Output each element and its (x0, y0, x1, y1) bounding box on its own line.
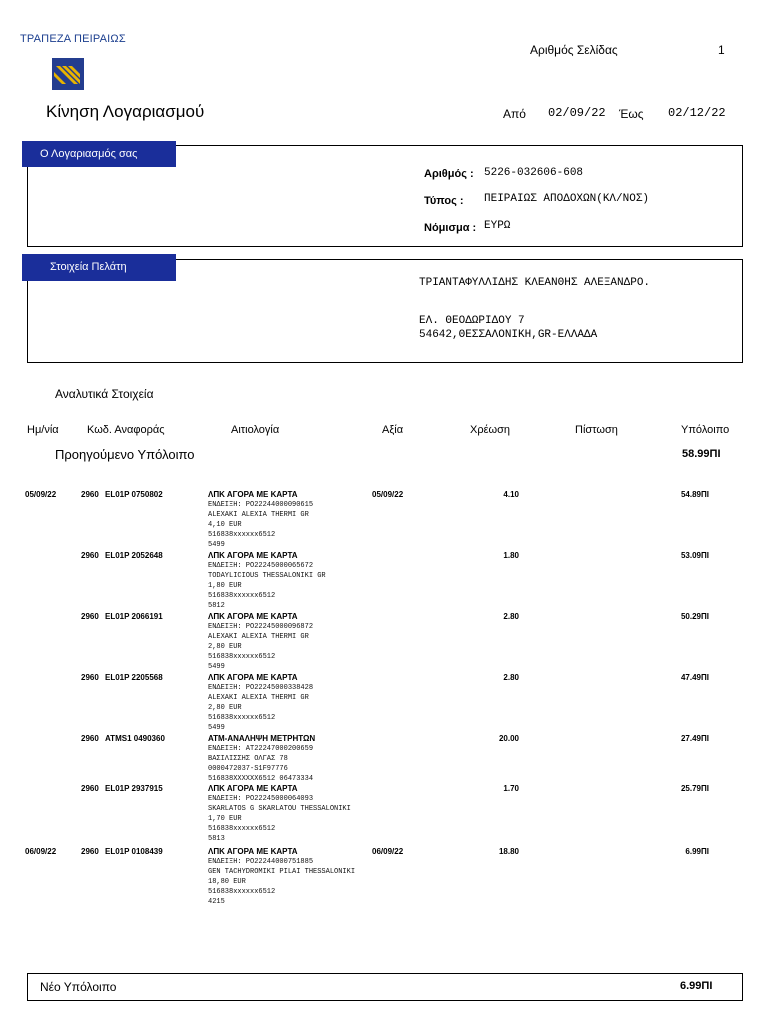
new-balance: 6.99ΠΙ (680, 980, 713, 992)
transaction-detail-line: ΕΝΔΕΙΞΗ: PO22245000065672 (208, 562, 314, 570)
col-balance: Υπόλοιπο (681, 424, 730, 436)
transaction-detail-line: ΕΝΔΕΙΞΗ: PO22245000064093 (208, 795, 314, 803)
transaction-code: 2960 (81, 551, 99, 560)
account-type-label: Τύπος : (424, 195, 464, 207)
piraeus-bank-logo-icon (52, 58, 84, 90)
transaction-desc: ΛΠΚ ΑΓΟΡΑ ΜΕ ΚΑΡΤΑ (208, 612, 298, 621)
new-balance-label: Νέο Υπόλοιπο (40, 980, 117, 994)
transaction-detail-line: 4,10 EUR (208, 521, 242, 529)
transaction-detail-line: ΕΝΔΕΙΞΗ: PO22244000751885 (208, 858, 314, 866)
transaction-detail-line: 516838xxxxxx6512 (208, 592, 276, 600)
transaction-balance: 54.89ΠΙ (680, 490, 709, 499)
transaction-detail-line: ALEXAKI ALEXIA THERMI GR (208, 694, 309, 702)
details-title: Αναλυτικά Στοιχεία (55, 387, 154, 401)
transaction-detail-line: 0000472037-S1F97776 (208, 765, 288, 773)
transaction-detail-line: 5499 (208, 724, 225, 732)
customer-address-line2: 54642,ΘΕΣΣΑΛΟΝΙΚΗ,GR-ΕΛΛΑΔΑ (419, 329, 598, 341)
transaction-balance: 53.09ΠΙ (680, 551, 709, 560)
transaction-ref: EL01P 0750802 (105, 490, 163, 499)
to-date: 02/12/22 (668, 106, 726, 120)
account-number-label: Αριθμός : (424, 168, 474, 180)
transaction-detail-line: 2,80 EUR (208, 643, 242, 651)
page-number-label: Αριθμός Σελίδας (530, 43, 618, 57)
transaction-detail-line: 516838xxxxxx6512 (208, 531, 276, 539)
transaction-debit: 18.80 (498, 847, 519, 856)
col-debit: Χρέωση (470, 424, 510, 436)
transaction-debit: 20.00 (498, 734, 519, 743)
col-value: Αξία (382, 424, 404, 436)
account-number: 5226-032606-608 (484, 167, 584, 179)
transaction-detail-line: 1,80 EUR (208, 582, 242, 590)
transaction-ref: EL01P 2066191 (105, 612, 163, 621)
transaction-code: 2960 (81, 673, 99, 682)
transaction-date: 06/09/22 (25, 847, 57, 856)
transaction-value-date: 05/09/22 (372, 490, 404, 499)
account-tab: Ο Λογαριασμός σας (22, 141, 176, 167)
transaction-detail-line: ALEXAKI ALEXIA THERMI GR (208, 511, 309, 519)
transaction-detail-line: 516838xxxxxx6512 (208, 888, 276, 896)
transaction-detail-line: TODAYLICIOUS THESSALONIKI GR (208, 572, 326, 580)
transaction-detail-line: 5812 (208, 602, 225, 610)
transaction-balance: 6.99ΠΙ (685, 847, 709, 856)
col-desc: Αιτιολογία (231, 424, 280, 436)
transaction-debit: 2.80 (503, 673, 519, 682)
transaction-balance: 27.49ΠΙ (680, 734, 709, 743)
customer-name: ΤΡΙΑΝΤΑΦΥΛΛΙΔΗΣ ΚΛΕΑΝΘΗΣ ΑΛΕΞΑΝΔΡΟ. (419, 277, 651, 289)
transaction-desc: ΛΠΚ ΑΓΟΡΑ ΜΕ ΚΑΡΤΑ (208, 784, 298, 793)
transaction-balance: 50.29ΠΙ (680, 612, 709, 621)
to-date-label: Έως (619, 107, 644, 121)
customer-address-line1: ΕΛ. ΘΕΟΔΩΡΙΔΟΥ 7 (419, 315, 525, 327)
transaction-code: 2960 (81, 784, 99, 793)
from-date-label: Από (503, 107, 526, 121)
transaction-ref: EL01P 2052648 (105, 551, 163, 560)
col-date: Ημ/νία (27, 424, 59, 436)
currency-label: Νόμισμα : (424, 222, 477, 234)
transaction-detail-line: SKARLATOS G SKARLATOU THESSALONIKI (208, 805, 351, 813)
transaction-detail-line: GEN TACHYDROMIKI PILAI THESSALONIKI (208, 868, 356, 876)
transaction-balance: 25.79ΠΙ (680, 784, 709, 793)
transaction-desc: ΑΤΜ-ΑΝΑΛΗΨΗ ΜΕΤΡΗΤΩΝ (208, 734, 316, 743)
transaction-debit: 1.80 (503, 551, 519, 560)
transaction-debit: 2.80 (503, 612, 519, 621)
transaction-detail-line: 5813 (208, 835, 225, 843)
transaction-detail-line: 516838xxxxxx6512 (208, 825, 276, 833)
page-number: 1 (718, 43, 725, 57)
previous-balance: 58.99ΠΙ (682, 448, 721, 460)
transaction-detail-line: ΕΝΔΕΙΞΗ: PO22244000090615 (208, 501, 314, 509)
transaction-code: 2960 (81, 612, 99, 621)
from-date: 02/09/22 (548, 106, 606, 120)
transaction-date: 05/09/22 (25, 490, 57, 499)
new-balance-box (27, 973, 743, 1001)
transaction-detail-line: 4215 (208, 898, 225, 906)
previous-balance-label: Προηγούμενο Υπόλοιπο (55, 447, 195, 462)
transaction-desc: ΛΠΚ ΑΓΟΡΑ ΜΕ ΚΑΡΤΑ (208, 847, 298, 856)
transaction-detail-line: 1,70 EUR (208, 815, 242, 823)
transaction-detail-line: ΒΑΣΙΛΙΣΣΗΣ ΟΛΓΑΣ 78 (208, 755, 288, 763)
transaction-debit: 4.10 (503, 490, 519, 499)
transaction-code: 2960 (81, 847, 99, 856)
transaction-ref: ATMS1 0490360 (105, 734, 165, 743)
transaction-desc: ΛΠΚ ΑΓΟΡΑ ΜΕ ΚΑΡΤΑ (208, 551, 298, 560)
col-ref: Κωδ. Αναφοράς (87, 424, 165, 436)
transaction-desc: ΛΠΚ ΑΓΟΡΑ ΜΕ ΚΑΡΤΑ (208, 490, 298, 499)
bank-name: ΤΡΑΠΕΖΑ ΠΕΙΡΑΙΩΣ (20, 33, 126, 45)
col-credit: Πίστωση (575, 424, 618, 436)
currency: ΕΥΡΩ (484, 220, 511, 232)
customer-tab: Στοιχεία Πελάτη (22, 254, 176, 281)
transaction-balance: 47.49ΠΙ (680, 673, 709, 682)
transaction-ref: EL01P 2937915 (105, 784, 163, 793)
transaction-detail-line: 516838xxxxxx6512 (208, 714, 276, 722)
transaction-desc: ΛΠΚ ΑΓΟΡΑ ΜΕ ΚΑΡΤΑ (208, 673, 298, 682)
transaction-detail-line: ALEXAKI ALEXIA THERMI GR (208, 633, 309, 641)
transaction-detail-line: 18,80 EUR (208, 878, 246, 886)
transaction-debit: 1.70 (503, 784, 519, 793)
page-title: Κίνηση Λογαριασμού (46, 102, 205, 121)
transaction-detail-line: 516838xxxxxx6512 (208, 653, 276, 661)
account-type: ΠΕΙΡΑΙΩΣ ΑΠΟΔΟΧΩΝ(ΚΛ/ΝΟΣ) (484, 193, 650, 205)
transaction-ref: EL01P 0108439 (105, 847, 163, 856)
transaction-detail-line: ΕΝΔΕΙΞΗ: PO22245000338428 (208, 684, 314, 692)
transaction-code: 2960 (81, 734, 99, 743)
transaction-detail-line: 2,80 EUR (208, 704, 242, 712)
transaction-detail-line: ΕΝΔΕΙΞΗ: AT22247000200659 (208, 745, 314, 753)
transaction-detail-line: 516838XXXXXX6512 06473334 (208, 775, 314, 783)
transaction-detail-line: ΕΝΔΕΙΞΗ: PO22245000096872 (208, 623, 314, 631)
transaction-value-date: 06/09/22 (372, 847, 404, 856)
transaction-detail-line: 5499 (208, 663, 225, 671)
transaction-code: 2960 (81, 490, 99, 499)
transaction-detail-line: 5499 (208, 541, 225, 549)
transaction-ref: EL01P 2205568 (105, 673, 163, 682)
